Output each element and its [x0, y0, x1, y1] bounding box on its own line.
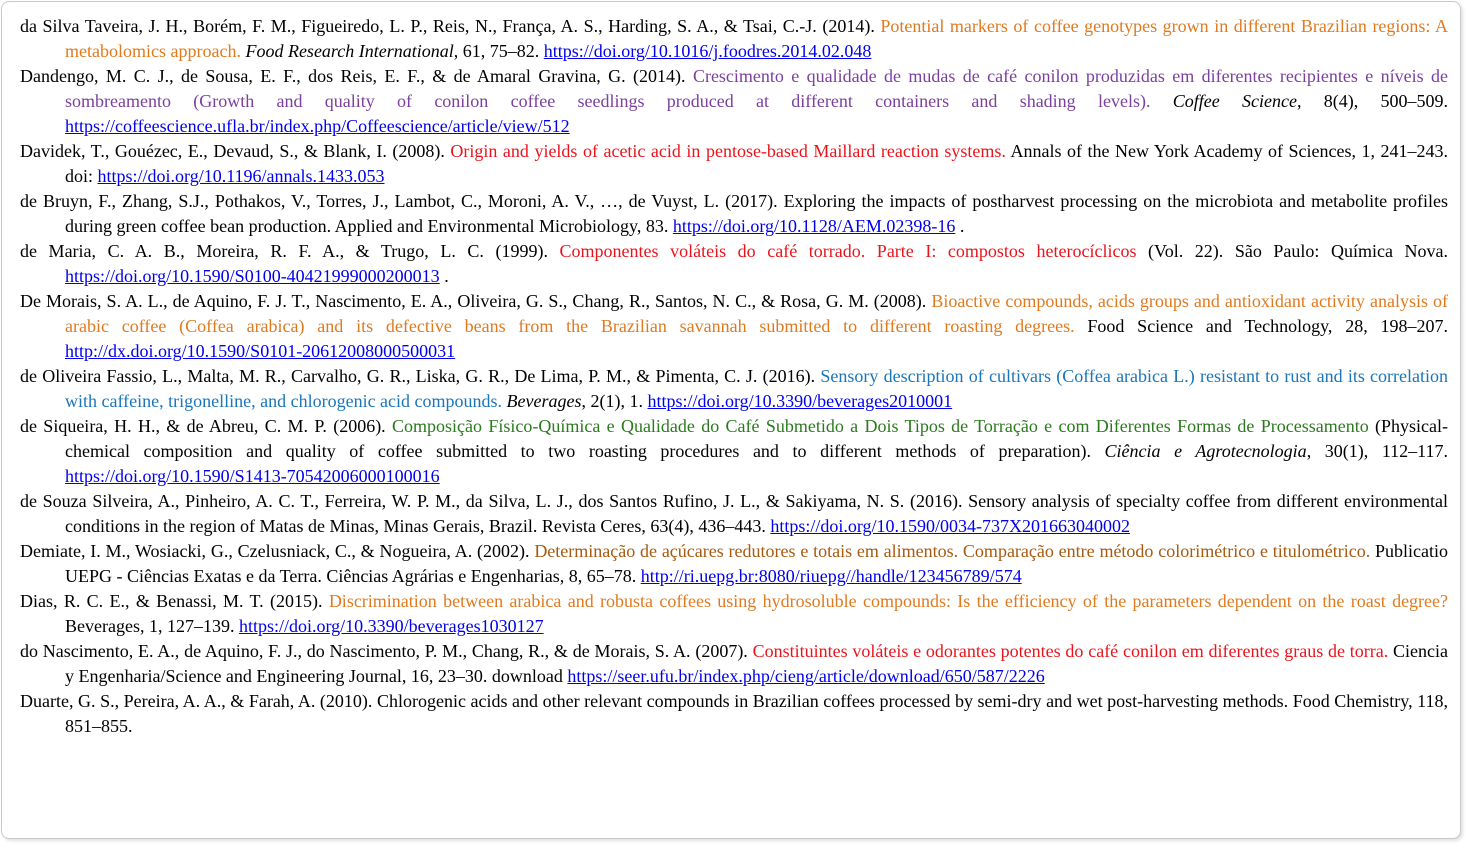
reference-doi-link[interactable]: https://doi.org/10.1196/annals.1433.053 [97, 166, 385, 186]
reference-journal: Beverages [506, 391, 582, 411]
reference-title: Sensory description of cultivars (Coffea arabica L.) resistant to rust and its correlation with caffeine, trigonelline, and chlorogenic acid compounds. [65, 366, 1449, 411]
reference-entry [20, 414, 1448, 489]
reference-title: Crescimento e qualidade de mudas de café conilon produzidas em diferentes recipientes e níveis de sombreamento (Growth and quality of conilon coffee seedlings produced at different containers and shading levels). [65, 66, 1449, 111]
reference-extra: (Physical-chemical composition and quality of coffee submitted to two roasting procedures and to different methods of preparation). [65, 416, 1449, 461]
reference-entry [20, 289, 1448, 364]
reference-authors: de Bruyn, F., Zhang, S.J., Pothakos, V., Torres, J., Lambot, C., Moroni, A. V., …, de Vuyst, L. (2017). [20, 191, 778, 211]
reference-authors: de Oliveira Fassio, L., Malta, M. R., Carvalho, G. R., Liska, G. R., De Lima, P. M., & Pimenta, C. J. (2016). [20, 366, 816, 386]
reference-details: Annals of the New York Academy of Sciences, 1, 241–243. doi: [65, 141, 1449, 186]
reference-authors: Duarte, G. S., Pereira, A. A., & Farah, A. (2010). [20, 691, 373, 711]
reference-details: Food Science and Technology, 28, 198–207. [1087, 316, 1448, 336]
reference-title: Bioactive compounds, acids groups and antioxidant activity analysis of arabic coffee (Coffea arabica) and its defective beans from the Brazilian savannah submitted to different roasting degrees. [65, 291, 1448, 336]
reference-title: Determinação de açúcares redutores e totais em alimentos. Comparação entre método colorimétrico e titulométrico. [534, 541, 1371, 561]
reference-download-link[interactable]: https://seer.ufu.br/index.php/cieng/article/download/650/587/2226 [567, 666, 1045, 686]
reference-title: Exploring the impacts of postharvest processing on the microbiota and metabolite profiles during green coffee bean production. Applied and Environmental Microbiology, 83. [65, 191, 1449, 236]
reference-details: , 61, 75–82. [453, 41, 540, 61]
reference-trailing: . [444, 266, 449, 286]
reference-entry [20, 364, 1448, 414]
reference-details: (Vol. 22). São Paulo: Química Nova. [1148, 241, 1449, 261]
reference-list [20, 14, 1448, 739]
reference-title: Sensory analysis of specialty coffee from different environmental conditions in the region of Matas de Minas, Minas Gerais, Brazil. Revista Ceres, 63(4), 436–443. [65, 491, 1448, 536]
reference-authors: Demiate, I. M., Wosiacki, G., Czelusniack, C., & Nogueira, A. (2002). [20, 541, 530, 561]
reference-authors: Dandengo, M. C. J., de Sousa, E. F., dos Reis, E. F., & de Amaral Gravina, G. (2014). [20, 66, 686, 86]
reference-entry [20, 689, 1448, 739]
reference-entry [20, 14, 1448, 64]
reference-details: Publicatio UEPG - Ciências Exatas e da Terra. Ciências Agrárias e Engenharias, 8, 65–78. [65, 541, 1449, 586]
reference-url-link[interactable]: https://coffeescience.ufla.br/index.php/Coffeescience/article/view/512 [65, 116, 570, 136]
reference-authors: De Morais, S. A. L., de Aquino, F. J. T., Nascimento, E. A., Oliveira, G. S., Chang, R., Santos, N. C., & Rosa, G. M. (2008). [20, 291, 927, 311]
reference-authors: de Souza Silveira, A., Pinheiro, A. C. T., Ferreira, W. P. M., da Silva, L. J., dos Santos Rufino, J. L., & Sakiyama, N. S. (2016). [20, 491, 963, 511]
reference-entry [20, 589, 1448, 639]
reference-doi-link[interactable]: https://doi.org/10.1590/S0100-40421999000200013 [65, 266, 440, 286]
reference-doi-link[interactable]: https://doi.org/10.1590/S1413-70542006000100016 [65, 466, 440, 486]
reference-entry [20, 64, 1448, 139]
reference-details: Beverages, 1, 127–139. [65, 616, 235, 636]
reference-title: Chlorogenic acids and other relevant compounds in Brazilian coffees processed by semi-dry and wet post-harvesting methods. Food Chemistry, 118, 851–855. [65, 691, 1449, 736]
reference-title: Discrimination between arabica and robusta coffees using hydrosoluble compounds: Is the efficiency of the parameters dependent on the roast degree? [328, 591, 1449, 611]
reference-journal: Coffee Science [1172, 91, 1297, 111]
reference-doi-link[interactable]: https://doi.org/10.1128/AEM.02398-16 [672, 216, 956, 236]
reference-doi-link[interactable]: https://doi.org/10.3390/beverages1030127 [238, 616, 544, 636]
reference-doi-link[interactable]: http://dx.doi.org/10.1590/S0101-20612008000500031 [65, 341, 456, 361]
reference-authors: Dias, R. C. E., & Benassi, M. T. (2015). [20, 591, 323, 611]
reference-list-panel [1, 1, 1461, 839]
reference-entry [20, 189, 1448, 239]
reference-trailing: . [959, 216, 965, 236]
reference-entry [20, 539, 1448, 589]
reference-details: , 8(4), 500–509. [1296, 91, 1449, 111]
reference-authors: Davidek, T., Gouézec, E., Devaud, S., & Blank, I. (2008). [20, 141, 445, 161]
reference-title: Potential markers of coffee genotypes grown in different Brazilian regions: A metabolomics approach. [65, 16, 1448, 61]
reference-journal: Ciência e Agrotecnologia [1104, 441, 1307, 461]
reference-title: Composição Físico-Química e Qualidade do Café Submetido a Dois Tipos de Torração e com Diferentes Formas de Processamento [392, 416, 1369, 436]
reference-entry [20, 239, 1448, 289]
reference-details: , 30(1), 112–117. [1306, 441, 1449, 461]
reference-authors: da Silva Taveira, J. H., Borém, F. M., Figueiredo, L. P., Reis, N., França, A. S., Harding, S. A., & Tsai, C.-J. (2014). [20, 16, 875, 36]
reference-journal: Food Research International [245, 41, 454, 61]
reference-authors: de Siqueira, H. H., & de Abreu, C. M. P. (2006). [20, 416, 386, 436]
reference-entry [20, 489, 1448, 539]
reference-authors: do Nascimento, E. A., de Aquino, F. J., do Nascimento, P. M., Chang, R., & de Morais, S. A. (2007). [20, 641, 748, 661]
reference-details: , 2(1), 1. [581, 391, 643, 411]
reference-entry [20, 139, 1448, 189]
reference-title: Componentes voláteis do café torrado. Parte I: compostos heterocíclicos [559, 241, 1137, 261]
reference-title: Constituintes voláteis e odorantes potentes do café conilon em diferentes graus de torra. [752, 641, 1389, 661]
reference-url-link[interactable]: http://ri.uepg.br:8080/riuepg//handle/123456789/574 [640, 566, 1022, 586]
reference-doi-link[interactable]: https://doi.org/10.3390/beverages2010001 [647, 391, 953, 411]
reference-download-label: download [491, 666, 563, 686]
reference-doi-link[interactable]: https://doi.org/10.1016/j.foodres.2014.02.048 [543, 41, 872, 61]
reference-title: Origin and yields of acetic acid in pentose-based Maillard reaction systems. [450, 141, 1006, 161]
reference-doi-link[interactable]: https://doi.org/10.1590/0034-737X201663040002 [770, 516, 1131, 536]
reference-entry [20, 639, 1448, 689]
reference-authors: de Maria, C. A. B., Moreira, R. F. A., & Trugo, L. C. (1999). [20, 241, 548, 261]
reference-details: Ciencia y Engenharia/Science and Engineering Journal, 16, 23–30. [65, 641, 1449, 686]
